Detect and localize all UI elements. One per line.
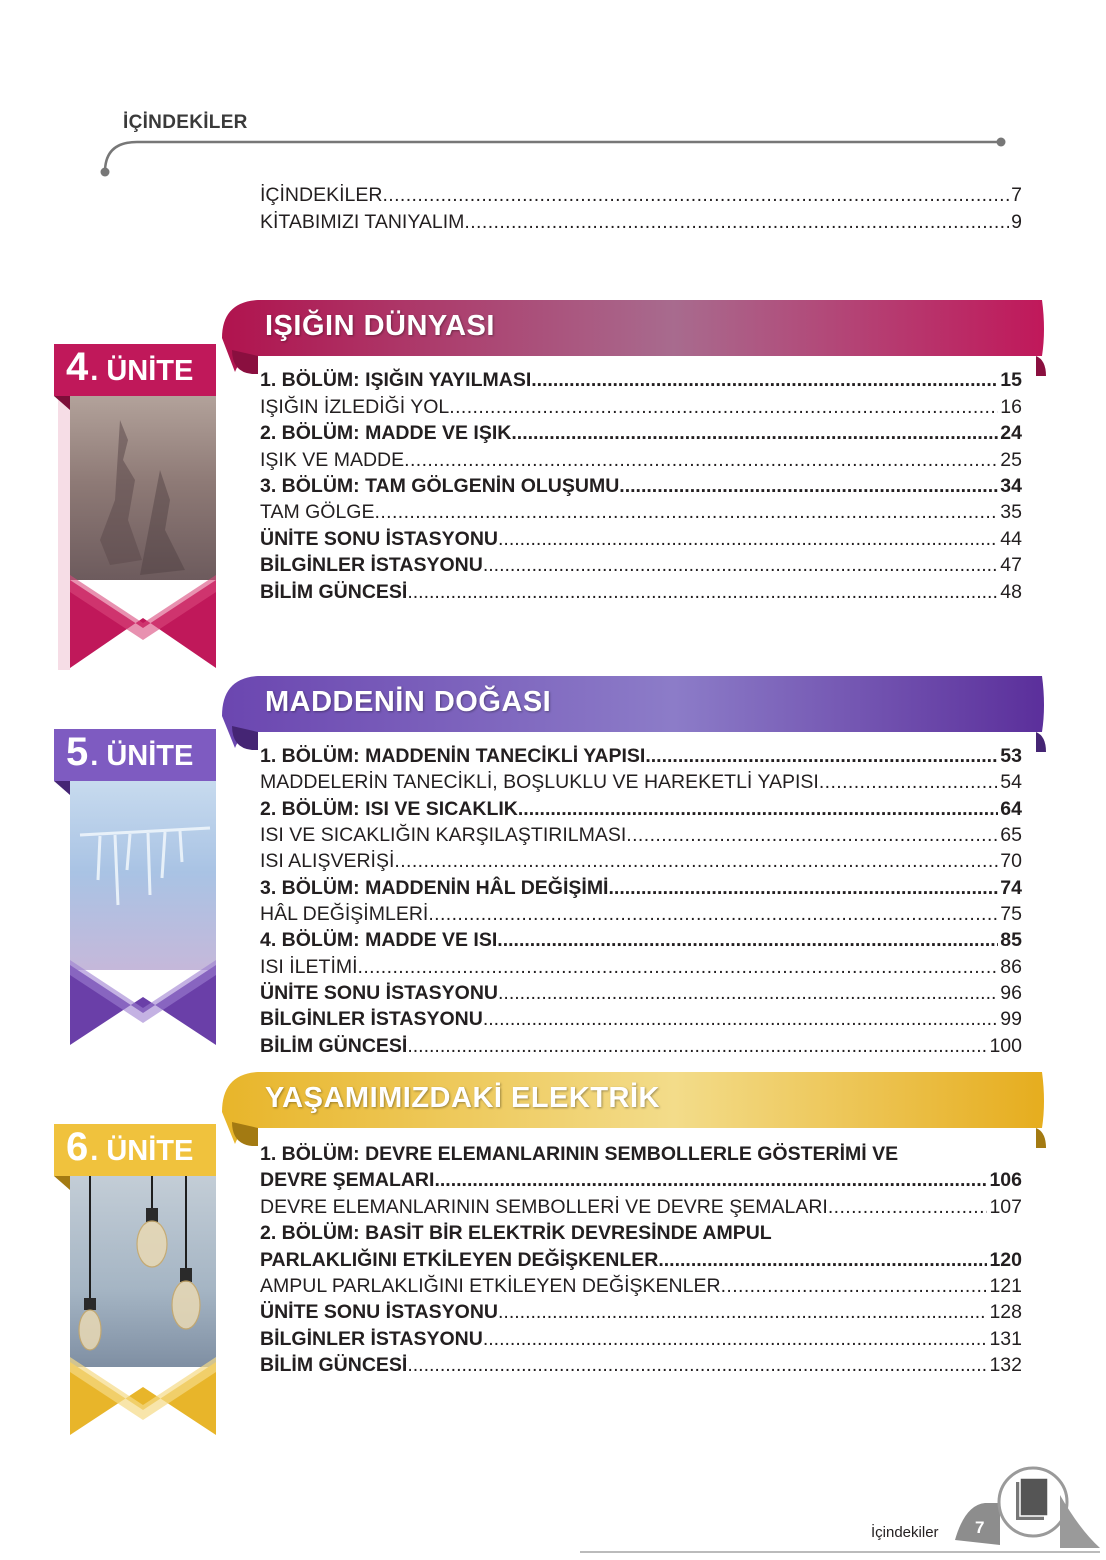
toc-entry-title: MADDELERİN TANECİKLİ, BOŞLUKLU VE HAREKETLİ YAPISI [260, 771, 819, 793]
unit-number: 5 [66, 730, 89, 774]
toc-entry[interactable] [260, 367, 1022, 393]
toc-entry[interactable] [260, 473, 1022, 499]
footer-label: İçindekiler [871, 1524, 939, 1541]
toc-entry-title: BİLİM GÜNCESİ [260, 1354, 408, 1376]
leader-dots [428, 901, 998, 927]
leader-dots [828, 1194, 988, 1220]
leader-dots [483, 1326, 988, 1352]
toc-entry-title: ÜNİTE SONU İSTASYONU [260, 528, 498, 550]
toc-entry-title: BİLGİNLER İSTASYONU [260, 554, 483, 576]
leader-dots [608, 875, 998, 901]
toc-entry-page: 16 [1000, 396, 1022, 418]
toc-entry[interactable] [260, 1352, 1022, 1378]
leader-dots [404, 447, 998, 473]
leader-dots [483, 1006, 998, 1032]
toc-entry-page: 85 [1000, 929, 1022, 951]
leader-dots [498, 1299, 987, 1325]
toc-entry-title: 3. BÖLÜM: TAM GÖLGENİN OLUŞUMU [260, 475, 620, 497]
leader-dots [658, 1247, 987, 1273]
toc-entry-page: 131 [989, 1328, 1022, 1350]
toc-entry-title: HÂL DEĞİŞİMLERİ [260, 903, 429, 925]
toc-entry-page: 24 [1000, 422, 1022, 444]
leader-dots [531, 367, 998, 393]
toc-entry[interactable] [260, 579, 1022, 605]
leader-dots [497, 927, 998, 953]
toc-entry[interactable] [260, 447, 1022, 473]
unit-4-title: IŞIĞIN DÜNYASI [265, 310, 495, 342]
unit-word: . ÜNİTE [90, 740, 194, 772]
toc-entry-page: 74 [1000, 877, 1022, 899]
toc-entry-page: 120 [989, 1249, 1022, 1271]
unit-number: 4 [66, 345, 89, 389]
leader-dots [407, 1033, 987, 1059]
toc-entry[interactable] [260, 901, 1022, 927]
toc-entry[interactable] [260, 1006, 1022, 1032]
toc-entry[interactable] [260, 1033, 1022, 1059]
toc-entry-title: KİTABIMIZI TANIYALIM [260, 211, 465, 233]
toc-entry-page: 15 [1000, 369, 1022, 391]
toc-entry-title: 2. BÖLÜM: MADDE VE IŞIK [260, 422, 512, 444]
toc-entry-title: 1. BÖLÜM: IŞIĞIN YAYILMASI [260, 369, 532, 391]
toc-entry-page: 106 [989, 1169, 1022, 1191]
toc-entry-page: 47 [1000, 554, 1022, 576]
unit-6-label [66, 1125, 216, 1177]
toc-entry[interactable] [260, 822, 1022, 848]
toc-entry-title: ISI İLETİMİ [260, 956, 358, 978]
toc-entry-title: 1. BÖLÜM: MADDENİN TANECİKLİ YAPISI [260, 745, 646, 767]
toc-entry[interactable] [260, 1247, 1022, 1273]
toc-entry-title: İÇİNDEKİLER [260, 184, 383, 206]
toc-entry-page: 44 [1000, 528, 1022, 550]
toc-entry-page: 65 [1000, 824, 1022, 846]
toc-entry-title: ÜNİTE SONU İSTASYONU [260, 1301, 498, 1323]
unit-5-title: MADDENİN DOĞASI [265, 686, 552, 718]
leader-dots [819, 769, 998, 795]
toc-entry-title: 3. BÖLÜM: MADDENİN HÂL DEĞİŞİMİ [260, 877, 609, 899]
toc-entry[interactable] [260, 848, 1022, 874]
leader-dots [407, 1352, 987, 1378]
unit-5-label [66, 730, 216, 782]
toc-entry[interactable] [260, 927, 1022, 953]
toc-entry-title: AMPUL PARLAKLIĞINI ETKİLEYEN DEĞİŞKENLER [260, 1275, 721, 1297]
page-title: İÇİNDEKİLER [123, 112, 248, 133]
toc-entry-title: DEVRE ELEMANLARININ SEMBOLLERİ VE DEVRE ŞEMALARI [260, 1196, 828, 1218]
leader-dots [626, 822, 998, 848]
toc-entry-title: 1. BÖLÜM: DEVRE ELEMANLARININ SEMBOLLERLE GÖSTERİMİ VE [260, 1143, 899, 1165]
unit-word: . ÜNİTE [90, 1135, 194, 1167]
toc-entry-title: ISI ALIŞVERİŞİ [260, 850, 395, 872]
unit-6-title: YAŞAMIMIZDAKİ ELEKTRİK [265, 1082, 660, 1114]
toc-entry-page: 86 [1000, 956, 1022, 978]
leader-dots [518, 796, 998, 822]
toc-entry[interactable] [260, 743, 1022, 769]
toc-entry-title: BİLGİNLER İSTASYONU [260, 1328, 483, 1350]
toc-entry[interactable] [260, 796, 1022, 822]
leader-dots [394, 848, 998, 874]
page-number: 7 [975, 1518, 985, 1537]
toc-entry-title: IŞIĞIN İZLEDİĞİ YOL [260, 396, 450, 418]
leader-dots [358, 954, 999, 980]
toc-entry-page: 35 [1000, 501, 1022, 523]
leader-dots [511, 420, 998, 446]
toc-entry-title: 2. BÖLÜM: BASİT BİR ELEKTRİK DEVRESİNDE AMPUL [260, 1222, 772, 1244]
leader-dots [645, 743, 998, 769]
toc-entry[interactable] [260, 1194, 1022, 1220]
toc-entry[interactable] [260, 499, 1022, 525]
toc-entry-page: 75 [1000, 903, 1022, 925]
toc-entry[interactable] [260, 1220, 1022, 1246]
toc-entry-page: 54 [1000, 771, 1022, 793]
toc-entry-page: 64 [1000, 798, 1022, 820]
toc-entry[interactable] [260, 1299, 1022, 1325]
footer-graphic [580, 1468, 1100, 1552]
toc-entry[interactable] [260, 526, 1022, 552]
toc-entry-title: BİLİM GÜNCESİ [260, 1035, 408, 1057]
toc-entry-page: 99 [1000, 1008, 1022, 1030]
toc-entry-title: PARLAKLIĞINI ETKİLEYEN DEĞİŞKENLER [260, 1249, 659, 1271]
toc-entry[interactable] [260, 1326, 1022, 1352]
toc-entry-page: 48 [1000, 581, 1022, 603]
toc-entry[interactable] [260, 954, 1022, 980]
toc-entry-title: DEVRE ŞEMALARI [260, 1169, 435, 1191]
leader-dots [498, 526, 998, 552]
toc-entry-title: BİLİM GÜNCESİ [260, 581, 408, 603]
toc-entry-page: 132 [989, 1354, 1022, 1376]
toc-entry[interactable] [260, 769, 1022, 795]
toc-entry[interactable] [260, 1167, 1022, 1193]
toc-entry-title: IŞIK VE MADDE [260, 449, 405, 471]
toc-entry[interactable] [260, 980, 1022, 1006]
toc-entry-title: 4. BÖLÜM: MADDE VE ISI [260, 929, 498, 951]
leader-dots [483, 552, 998, 578]
toc-entry-page: 25 [1000, 449, 1022, 471]
toc-entry-page: 121 [989, 1275, 1022, 1297]
toc-entry-title: 2. BÖLÜM: ISI VE SICAKLIK [260, 798, 518, 820]
toc-entry[interactable] [260, 394, 1022, 420]
toc-entry-title: BİLGİNLER İSTASYONU [260, 1008, 483, 1030]
leader-dots [449, 394, 998, 420]
toc-entry[interactable] [260, 420, 1022, 446]
unit-word: . ÜNİTE [90, 355, 194, 387]
leader-dots [619, 473, 998, 499]
toc-entry-page: 9 [1011, 211, 1022, 233]
toc-entry-page: 53 [1000, 745, 1022, 767]
toc-entry[interactable] [260, 875, 1022, 901]
leader-dots [375, 499, 999, 525]
toc-entry-page: 7 [1011, 184, 1022, 206]
leader-dots [721, 1273, 988, 1299]
toc-entry-page: 34 [1000, 475, 1022, 497]
toc-entry[interactable] [260, 1141, 1022, 1167]
unit-4-label [66, 345, 216, 397]
toc-entry-page: 128 [989, 1301, 1022, 1323]
toc-entry-title: ISI VE SICAKLIĞIN KARŞILAŞTIRILMASI [260, 824, 627, 846]
toc-entry-title: ÜNİTE SONU İSTASYONU [260, 982, 498, 1004]
leader-dots [498, 980, 998, 1006]
unit-number: 6 [66, 1125, 89, 1169]
toc-entry-page: 70 [1000, 850, 1022, 872]
toc-entry[interactable] [260, 1273, 1022, 1299]
leader-dots [434, 1167, 987, 1193]
toc-entry-page: 100 [989, 1035, 1022, 1057]
toc-entry[interactable] [260, 552, 1022, 578]
leader-dots [407, 579, 998, 605]
toc-entry-title: TAM GÖLGE [260, 501, 375, 523]
toc-entry-page: 107 [989, 1196, 1022, 1218]
toc-entry-page: 96 [1000, 982, 1022, 1004]
